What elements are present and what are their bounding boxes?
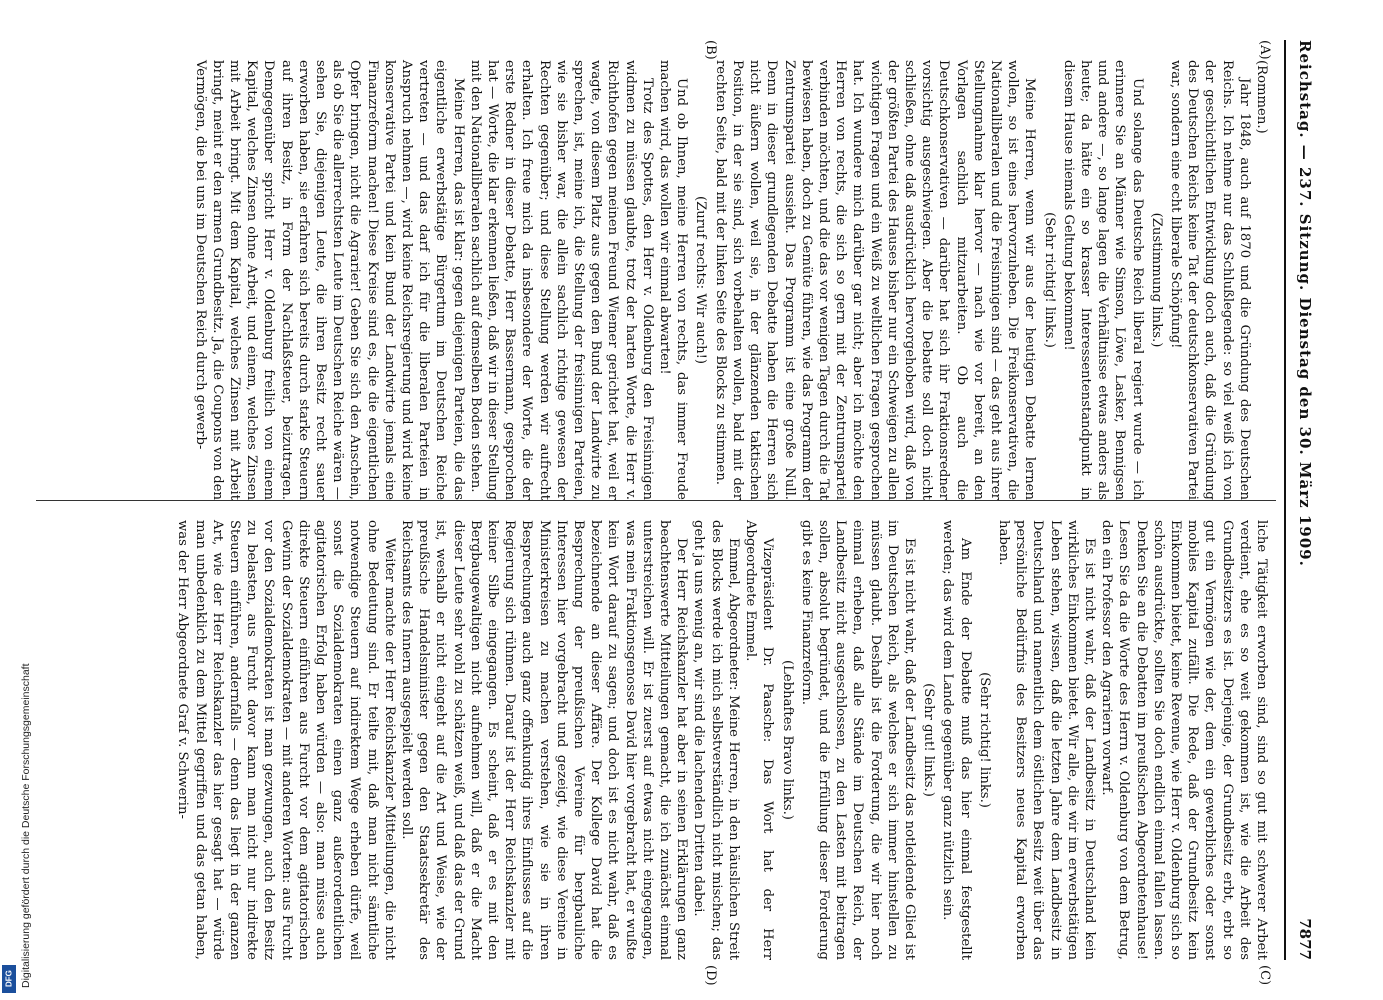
margin-marker-c: (C) [1257, 965, 1272, 986]
paragraph: (Zustimmung links.) [1148, 212, 1164, 348]
left-text-column [191, 60, 1270, 500]
paragraph: (Rommen.) [1254, 60, 1269, 134]
digitization-credit [8, 570, 32, 990]
paragraph: Jahr 1848, auch auf 1870 und die Gründung des Deutschen Reichs. Ich nehme nur das Schlußlegende: so viel weiß ich von der geschichtlichen Entwicklung doch auch, daß die Gründung des Deutschen Reichs keine Tat der deutschkonservativen Partei war, sondern eine echt liberale Schöpfung! [1167, 60, 1252, 500]
paragraph: Es ist nicht wahr, daß der Landbesitz das notleidende Glied ist im Deutschen Reich, als welches er sich immer hinstellen zu müssen glaubt. Deshalb ist die Forderung, die wir hier noch einmal erheben, daß alle Stände im Deutschen Reich, der Landbesitz nicht ausgeschlossen, zu den Lasten mit beitragen sollen, absolut begründet, und die Erfüllung dieser Forderung gibt es keine Finanzreform. [798, 520, 917, 960]
margin-marker-b: (B) [703, 40, 718, 60]
page-title: Reichstag. — 237. Sitzung. Dienstag den 30. März 1909. [1296, 40, 1314, 567]
dfg-logo [2, 965, 16, 993]
rotated-document-page [20, 0, 1330, 1000]
header-rule [1284, 40, 1286, 960]
dfg-logo-text: DFG [4, 970, 14, 988]
paragraph: (Sehr gut! links.) [921, 683, 937, 797]
digitization-credit-text: Digitalisierung gefördert durch die Deutsche Forschungsgemeinschaft [20, 663, 32, 988]
paragraph: Meine Herren, wenn wir aus der heutigen Debatte lernen wollen, so ist eines hervorzuheben. Die Freikonservativen, die Nationalliberalen und die Freisinnigen sind — das geht aus ihrer Stellungnahme klar hervor — nach wie vor bereit, an den Vorlagen sachlich mitzuarbeiten. Ob auch die Deutschkonservativen — darüber hat sich ihr Fraktionsredner vorsichtig ausgeschwiegen. Aber die Debatte soll doch nicht schließen, ohne daß ausdrücklich hervorgehoben wird, daß von der größten Partei des Hauses bisher nur ein Schweigen zu allen wichtigen Fragen und ein Weiß zu weltlichen Fragen gesprochen hat. Ich wundere mich darüber gar nicht; aber ich möchte den Herren von rechts, die sich so gern mit der Zentrumspartei verbinden möchten, und die das vor wenigen Tagen durch die Tat bewiesen haben, doch zu Gemüte führen, wie das Programm der Zentrumspartei aussieht. Das Programm ist eine große Null. Denn in dieser grundlegenden Debatte haben die Herren sich nicht äußern wollen, weil sie, in der glänzenden taktischen Position, in der sie sind, sich vorbehalten wollen, bald mit der rechten Seite, bald mit der linken Seite des Blocks zu stimmen. [712, 60, 1038, 500]
paragraph: Weiter machte der Herr Reichskanzler Mitteilungen, die nicht ohne Bedeutung sind. Er teilte mit, daß man nicht sämtliche notwendige Steuern auf indirektem Wege erheben dürfe, weil sonst die Sozialdemokraten einen ganz außerordentlichen agitatorischen Erfolg haben würden — also: man müsse auch direkte Steuern einführen aus Furcht vor dem agitatorischen Gewinn der Sozialdemokraten — mit anderen Worten: aus Furcht vor den Sozialdemokraten ist man gezwungen, auch den Besitz zu belasten, aus Furcht davor kann man nicht nur indirekte Steuern einführen, andernfalls — denn das liegt in der ganzen Art, wie der Herr Reichskanzler das hier gesagt hat — würde man unbedenklich zu dem Mittel gegriffen und das getan haben, was der Herr Abgeordnete Graf v. Schwerin- [175, 520, 397, 960]
paragraph: Meine Herren, das ist klar: gegen diejenigen Parteien, die das eigentliche erwerbstätige Bürgertum im Deutschen Reiche vertreten — und das darf ich für die liberalen Parteien in Anspruch nehmen —, wird keine Reichsregierung und wird keine konservative Partei und kein Bund der Landwirte jemals eine Finanzreform machen! Diese Kreise sind es, die die eigentlichen Opfer bringen, nicht die Agrarier! Geben Sie sich den Anschein, als ob Sie die allerrechtsten Leute im Deutschen Reiche wären — sehen Sie, diejenigen Leute, die ihren Besitz recht sauer erworben haben, sie erfahren sich bereits durch starke Steuern auf ihren Besitz, in Form der Nachlaßsteuer, beizutragen. Demgegenüber spricht Herr v. Oldenburg freilich von einem Kapital, welches Zinsen ohne Arbeit, und einem, welches Zinsen mit Arbeit bringt. Mit dem Kapital, welches Zinsen mit Arbeit bringt, meint er den armen Grundbesitz. Ja, die Coupons von den Vermögen, die bei uns im Deutschen Reich durch gewerb- [192, 60, 466, 500]
paragraph: (Zuruf rechts: Wir auch!) [693, 195, 709, 365]
paragraph: Und solange das Deutsche Reich liberal regiert wurde — ich erinnere Sie an Männer wie Simson, Löwe, Lasker, Bennigsen und andere —, so lange lagen die Verhältnisse etwas anders als heute; da hätte ein so krasser Interessentenstandpunkt in diesem Hause niemals Geltung bekommen! [1060, 60, 1145, 500]
column-divider [36, 500, 1276, 501]
paragraph: (Lebhaftes Bravo links.) [779, 660, 795, 820]
margin-marker-a: (A) [1257, 40, 1272, 60]
paragraph: (Sehr richtig! links.) [976, 672, 992, 808]
paragraph: Am Ende der Debatte muß das hier einmal festgestellt werden; das wird dem Lande gegenüber ganz nützlich sein. [940, 520, 973, 960]
paragraph: Trotz des Spottes, den Herr v. Oldenburg den Freisinnigen widmen zu müssen glaubte, trotz der harten Worte, die Herr v. Richthofen gegen meinen Freund Wiemer gerichtet hat, weil er wagte, von diesem Platz aus gegen den Bund der Landwirte zu sprechen, ist, meine ich, die Stellung der freisinnigen Parteien, wie sie bisher war, die allein sachlich richtige gewesen der Rechten gegenüber; und diese Stellung werden wir aufrecht erhalten. Ich freue mich da insbesondere der Worte, die der erste Redner in dieser Debatte, Herr Bassermann, gesprochen hat — Worte, die klar erkennen ließen, daß wir in dieser Stellung mit den Nationalliberalen sachlich auf demselben Boden stehen. [467, 60, 655, 500]
page-number: 7877 [1296, 918, 1314, 960]
paragraph: Emmel, Abgeordneter: Meine Herren, in den häuslichen Streit des Blocks werde ich mich selbstverständlich nicht mischen; das geht ja uns wenig an, wir sind die lachenden Dritten dabei. [691, 520, 741, 960]
paragraph: Es ist nicht wahr, daß der Landbesitz in Deutschland kein wirkliches Einkommen bietet. Wir alle, die wir im erwerbstätigen Leben stehen, wissen, daß die letzten Jahre dem Landbesitz in Deutschland und namentlich dem östlichen Besitz weit über das persönliche Bedürfnis des Besitzers neues Kapital erworben haben. [995, 520, 1097, 960]
page-header [1290, 40, 1320, 960]
paragraph: (Sehr richtig! links.) [1041, 212, 1057, 348]
margin-marker-d: (D) [703, 965, 718, 986]
right-text-column [174, 520, 1270, 960]
paragraph: Und ob Ihnen, meine Herren von rechts, das immer Freude machen wird, das wollen wir einmal abwarten! [657, 60, 690, 500]
paragraph: Vizepräsident Dr. Paasche: Das Wort hat der Herr Abgeordnete Emmel. [743, 520, 776, 960]
paragraph: Der Herr Reichskanzler hat aber in seinen Erklärungen ganz beachtenswerte Mitteilungen gemacht, die ich zunächst einmal unterstreichen will. Er ist zuerst auf etwas nicht eingegangen, was mein Fraktionsgenosse David hier vorgebracht hat, er wußte kein Wort darauf zu sagen; und doch ist es nicht wahr, daß es bezeichnende an dieser Affäre. Der Kollege David hat die Besprechung der preußischen Vereine für bergbauliche Interessen hier vorgebracht und gezeigt, wie diese Vereine in Ministerkreisen zu machen verstehen, wie sie in ihren Besprechungen auch ganz offenkundig ihres Einflusses auf die Regierung sich rühmen. Darauf ist der Herr Reichskanzler mit keiner Silbe eingegangen. Es scheint, daß er es mit den Bergbaugewaltigen nicht aufnehmen will, daß er die Macht dieser Leute sehr wohl zu schätzen weiß, und daß das der Grund ist, weshalb er nicht eingeht auf die Art und Weise, wie der preußische Handelsminister gegen den Staatssekretär des Reichsamts des Innern ausgespielt werden soll. [399, 520, 690, 960]
paragraph: liche Tätigkeit erworben sind, sind so gut mit schwerer Arbeit verdient, ehe es so weit gekommen ist, wie die Arbeit des Grundbesitzers es ist. Derjenige, der Grundbesitz erbt, erbt so gut ein Vermögen wie der, dem ein gewerbliches oder sonst mobiles Kapital zufällt. Die Rede, daß der Grundbesitz kein Einkommen bietet, keine Revenue, wie Herr v. Oldenburg sich so schön ausdrückte, sollten Sie doch endlich einmal fallen lassen. Denken Sie an die Debatten im preußischen Abgeordnetenhause! Lesen Sie da die Worte des Herrn v. Oldenburg von dem Betrug, den ein Professor den Agrariern vorwarf. [1099, 520, 1269, 960]
